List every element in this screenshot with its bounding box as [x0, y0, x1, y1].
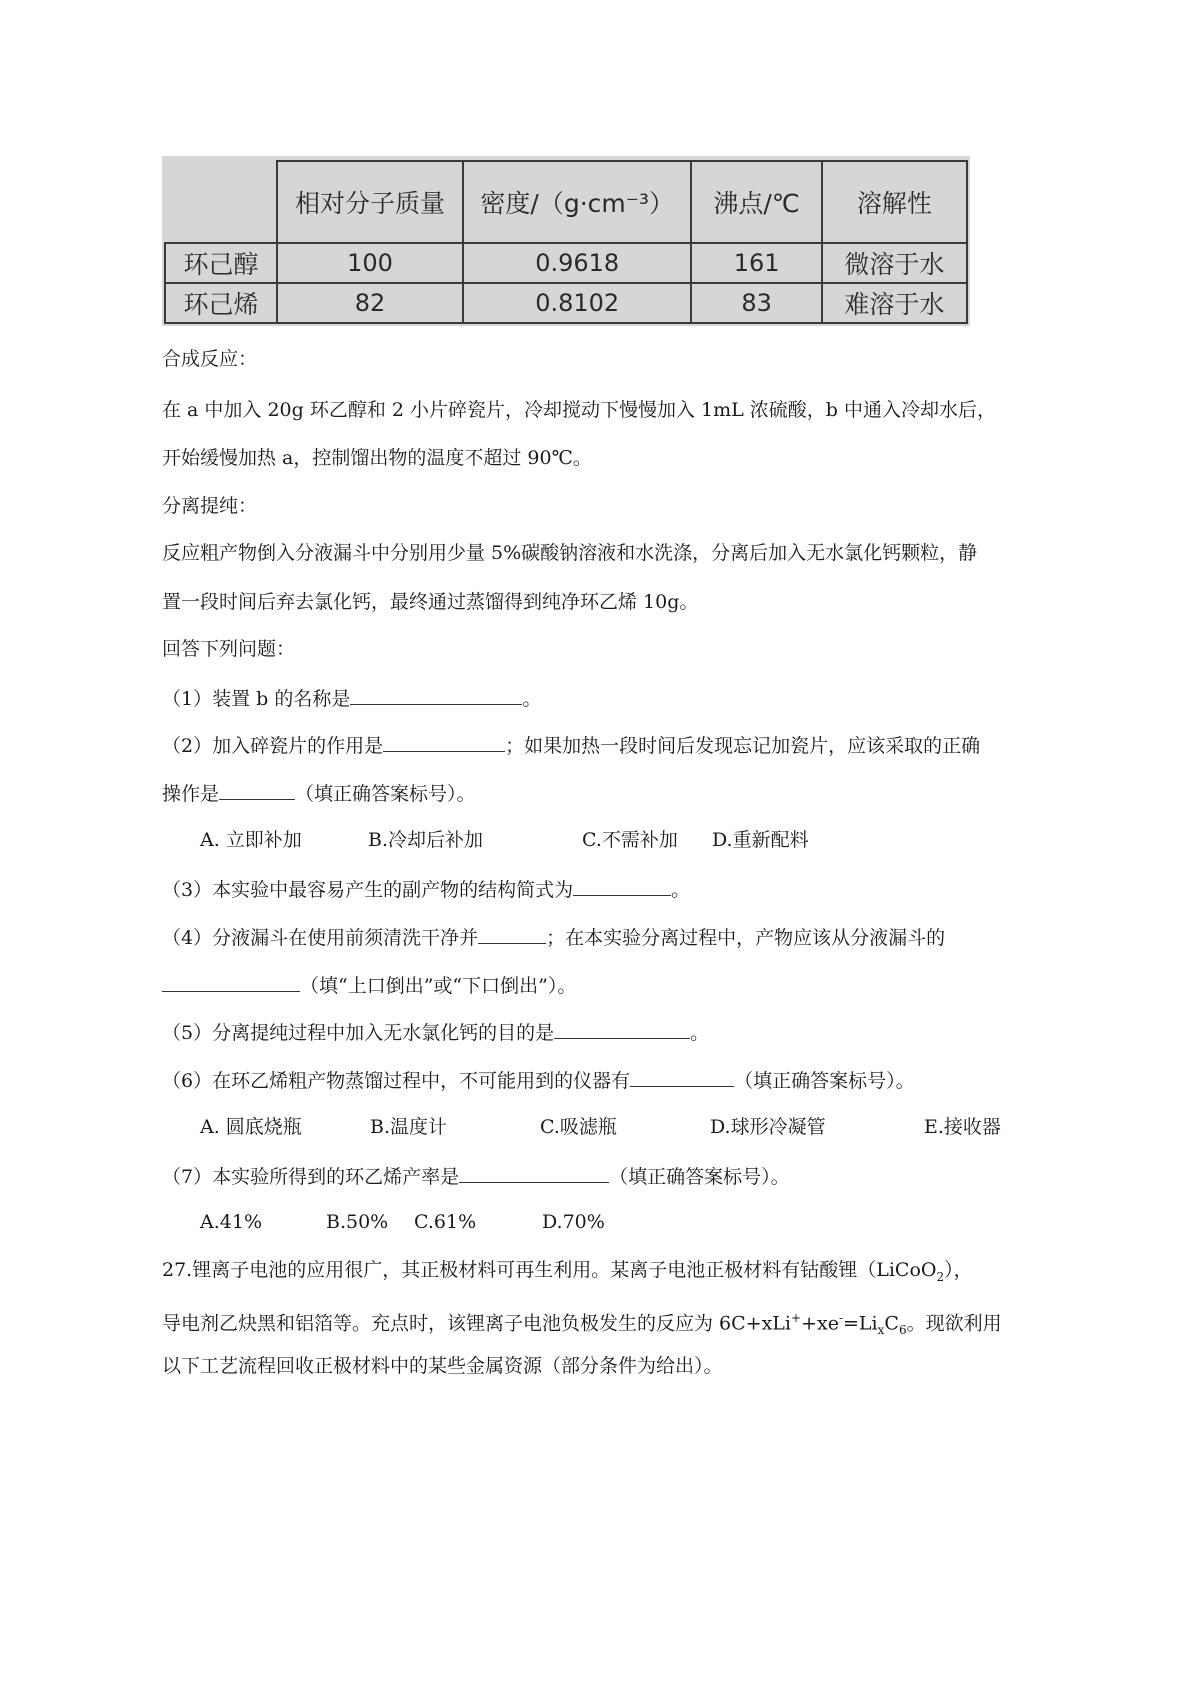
q2-options — [200, 825, 1100, 855]
answer-blank — [478, 921, 546, 944]
answer-blank — [162, 969, 300, 992]
cell-molar-mass: 82 — [277, 283, 463, 323]
question-2 — [162, 729, 1062, 761]
subscript: 6 — [898, 1323, 907, 1338]
q2-text-4: （填正确答案标号）。 — [295, 783, 476, 805]
questions-heading: 回答下列问题： — [162, 638, 296, 660]
q27-text: 导电剂乙炔黑和铝箔等。充点时，该锂离子电池负极发生的反应为 6C+xLi — [162, 1312, 791, 1335]
q4-text-3: （填“上口倒出”或“下口倒出”）。 — [300, 975, 577, 997]
q7-text: （7）本实验所得到的环乙烯产率是 — [162, 1166, 460, 1188]
option: A. 立即补加 — [200, 829, 302, 851]
q2-text-2: ；如果加热一段时间后发现忘记加瓷片，应该采取的正确 — [505, 735, 981, 757]
option: C.61% — [414, 1211, 477, 1233]
answer-blank — [554, 1016, 690, 1039]
cell-boiling-point: 83 — [691, 283, 821, 323]
q6-text: （6）在环乙烯粗产物蒸馏过程中，不可能用到的仪器有 — [162, 1070, 631, 1092]
option: A. 圆底烧瓶 — [200, 1116, 302, 1138]
separation-line-2: 置一段时间后弃去氯化钙，最终通过蒸馏得到纯净环乙烯 10g。 — [162, 591, 699, 613]
option: C.吸滤瓶 — [540, 1116, 617, 1138]
option: B.温度计 — [370, 1116, 448, 1138]
q5-text: （5）分离提纯过程中加入无水氯化钙的目的是 — [162, 1022, 555, 1044]
option: A.41% — [200, 1211, 262, 1233]
subscript: x — [877, 1323, 885, 1338]
table-header-row — [165, 161, 967, 243]
synthesis-line-1: 在 a 中加入 20g 环乙醇和 2 小片碎瓷片，冷却搅动下慢慢加入 1mL 浓硫酸，b 中通入冷却水后， — [162, 399, 996, 421]
q27-text: +xe — [801, 1312, 839, 1335]
q4-text: （4）分液漏斗在使用前须清洗干净并 — [162, 927, 479, 949]
cell-density: 0.8102 — [463, 283, 692, 323]
option: D.重新配料 — [712, 829, 809, 851]
option: D.球形冷凝管 — [710, 1116, 826, 1138]
properties-table — [164, 160, 968, 324]
header-molar-mass: 相对分子质量 — [277, 161, 463, 243]
q27-text: 。现欲利用 — [906, 1312, 1002, 1335]
q4-text-2: ；在本实验分离过程中，产物应该从分液漏斗的 — [546, 927, 946, 949]
answer-blank — [573, 873, 671, 896]
option: B.冷却后补加 — [368, 829, 484, 851]
cell-density: 0.9618 — [463, 243, 692, 283]
question-7 — [162, 1160, 1062, 1192]
question-4 — [162, 921, 1062, 953]
option: C.不需补加 — [582, 829, 678, 851]
cell-solubility: 微溶于水 — [822, 243, 967, 283]
row-name: 环己醇 — [165, 243, 277, 283]
answer-blank — [219, 777, 295, 800]
header-solubility: 溶解性 — [822, 161, 967, 243]
q27-text: =Li — [843, 1312, 878, 1335]
q1-end: 。 — [522, 688, 542, 710]
q7-end: （填正确答案标号）。 — [609, 1166, 790, 1188]
cell-molar-mass: 100 — [277, 243, 463, 283]
q6-end: （填正确答案标号）。 — [734, 1070, 915, 1092]
answer-blank — [630, 1064, 734, 1087]
header-boiling-point: 沸点/℃ — [691, 161, 821, 243]
q3-text: （3）本实验中最容易产生的副产物的结构简式为 — [162, 879, 574, 901]
header-density: 密度/（g·cm⁻³） — [463, 161, 692, 243]
q27-text: 27.锂离子电池的应用很广，其正极材料可再生利用。某离子电池正极材料有钴酸锂（LiCoO — [162, 1259, 937, 1281]
q27-text: ）， — [944, 1259, 973, 1281]
row-name: 环己烯 — [165, 283, 277, 323]
q2-text: （2）加入碎瓷片的作用是 — [162, 735, 384, 757]
question-3 — [162, 873, 1062, 905]
table-corner — [165, 161, 277, 243]
q27-text: C — [884, 1312, 899, 1335]
question-27-line-1 — [162, 1255, 1062, 1292]
option: E.接收器 — [924, 1116, 1001, 1138]
superscript: + — [791, 1311, 802, 1325]
answer-blank — [459, 1160, 609, 1183]
question-27-line-2 — [162, 1303, 1062, 1345]
table-row — [165, 243, 967, 283]
question-1 — [162, 682, 1062, 714]
synthesis-heading: 合成反应： — [162, 348, 258, 370]
q7-options — [200, 1207, 1100, 1237]
question-6 — [162, 1064, 1062, 1096]
q1-text: （1）装置 b 的名称是 — [162, 688, 351, 710]
table-row — [165, 283, 967, 323]
synthesis-line-2: 开始缓慢加热 a，控制馏出物的温度不超过 90℃。 — [162, 447, 592, 469]
option: D.70% — [542, 1211, 605, 1233]
answer-blank — [383, 729, 505, 752]
cell-boiling-point: 161 — [691, 243, 821, 283]
q3-end: 。 — [671, 879, 691, 901]
question-27-line-3: 以下工艺流程回收正极材料中的某些金属资源（部分条件为给出）。 — [162, 1355, 723, 1377]
q2-text-3: 操作是 — [162, 783, 220, 805]
question-5 — [162, 1016, 1062, 1048]
separation-heading: 分离提纯： — [162, 495, 258, 517]
separation-line-1: 反应粗产物倒入分液漏斗中分别用少量 5%碳酸钠溶液和水洗涤，分离后加入无水氯化钙颗粒，静 — [162, 542, 978, 564]
cell-solubility: 难溶于水 — [822, 283, 967, 323]
option: B.50% — [326, 1211, 389, 1233]
question-2-cont — [162, 777, 1062, 809]
q5-end: 。 — [690, 1022, 710, 1044]
subscript: 2 — [936, 1269, 945, 1284]
q6-options — [200, 1112, 1100, 1142]
data-table-scan — [162, 156, 970, 326]
question-4-cont — [162, 969, 1062, 1001]
superscript: - — [838, 1311, 844, 1325]
answer-blank — [350, 682, 522, 705]
